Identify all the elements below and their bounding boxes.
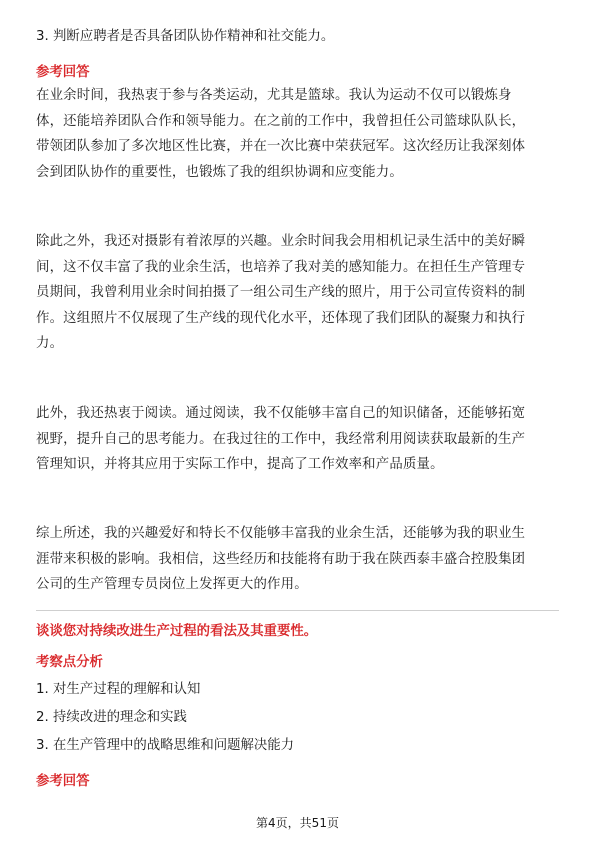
analysis-point-3: 3. 在生产管理中的战略思维和问题解决能力 <box>36 738 295 753</box>
paragraph-line: 除此之外，我还对摄影有着浓厚的兴趣。业余时间我会用相机记录生活中的美好瞬 <box>36 234 526 249</box>
answer-paragraph-1 <box>36 83 559 185</box>
paragraph-line: 带领团队参加了多次地区性比赛，并在一次比赛中荣获冠军。这次经历让我深刻体 <box>36 139 526 155</box>
paragraph-line: 员期间，我曾利用业余时间拍摄了一组公司生产线的照片，用于公司宣传资料的制 <box>36 285 526 301</box>
paragraph-line: 管理知识，并将其应用于实际工作中，提高了工作效率和产品质量。 <box>36 457 444 473</box>
answer-heading-2: 参考回答 <box>36 774 90 789</box>
paragraph-line: 力。 <box>36 336 64 352</box>
paragraph-line: 公司的生产管理专员岗位上发挥更大的作用。 <box>36 577 308 593</box>
answer-paragraph-2 <box>36 229 559 357</box>
answer-heading-1: 参考回答 <box>36 65 90 80</box>
paragraph-line: 综上所述，我的兴趣爱好和特长不仅能够丰富我的业余生活，还能够为我的职业生 <box>36 526 526 541</box>
question-2-title: 谈谈您对持续改进生产过程的看法及其重要性。 <box>36 624 318 639</box>
prev-question-point-3: 3. 判断应聘者是否具备团队协作精神和社交能力。 <box>36 29 335 44</box>
paragraph-line: 视野，提升自己的思考能力。在我过往的工作中，我经常利用阅读获取最新的生产 <box>36 431 526 447</box>
analysis-heading: 考察点分析 <box>36 655 103 670</box>
answer-paragraph-4 <box>36 521 559 598</box>
analysis-point-2: 2. 持续改进的理念和实践 <box>36 710 187 725</box>
paragraph-line: 作。这组照片不仅展现了生产线的现代化水平，还体现了我们团队的凝聚力和执行 <box>36 310 526 326</box>
answer-paragraph-3 <box>36 401 559 478</box>
paragraph-line: 在业余时间，我热衷于参与各类运动，尤其是篮球。我认为运动不仅可以锻炼身 <box>36 88 512 103</box>
analysis-point-1: 1. 对生产过程的理解和认知 <box>36 682 201 697</box>
section-divider <box>36 610 559 611</box>
paragraph-line: 此外，我还热衷于阅读。通过阅读，我不仅能够丰富自己的知识储备，还能够拓宽 <box>36 406 526 421</box>
paragraph-line: 会到团队协作的重要性，也锻炼了我的组织协调和应变能力。 <box>36 164 403 180</box>
paragraph-line: 涯带来积极的影响。我相信，这些经历和技能将有助于我在陕西泰丰盛合控股集团 <box>36 551 526 567</box>
paragraph-line: 体，还能培养团队合作和领导能力。在之前的工作中，我曾担任公司篮球队队长， <box>36 113 526 129</box>
page-number-footer: 第4页，共51页 <box>256 816 339 830</box>
paragraph-line: 间，这不仅丰富了我的业余生活，也培养了我对美的感知能力。在担任生产管理专 <box>36 259 526 275</box>
